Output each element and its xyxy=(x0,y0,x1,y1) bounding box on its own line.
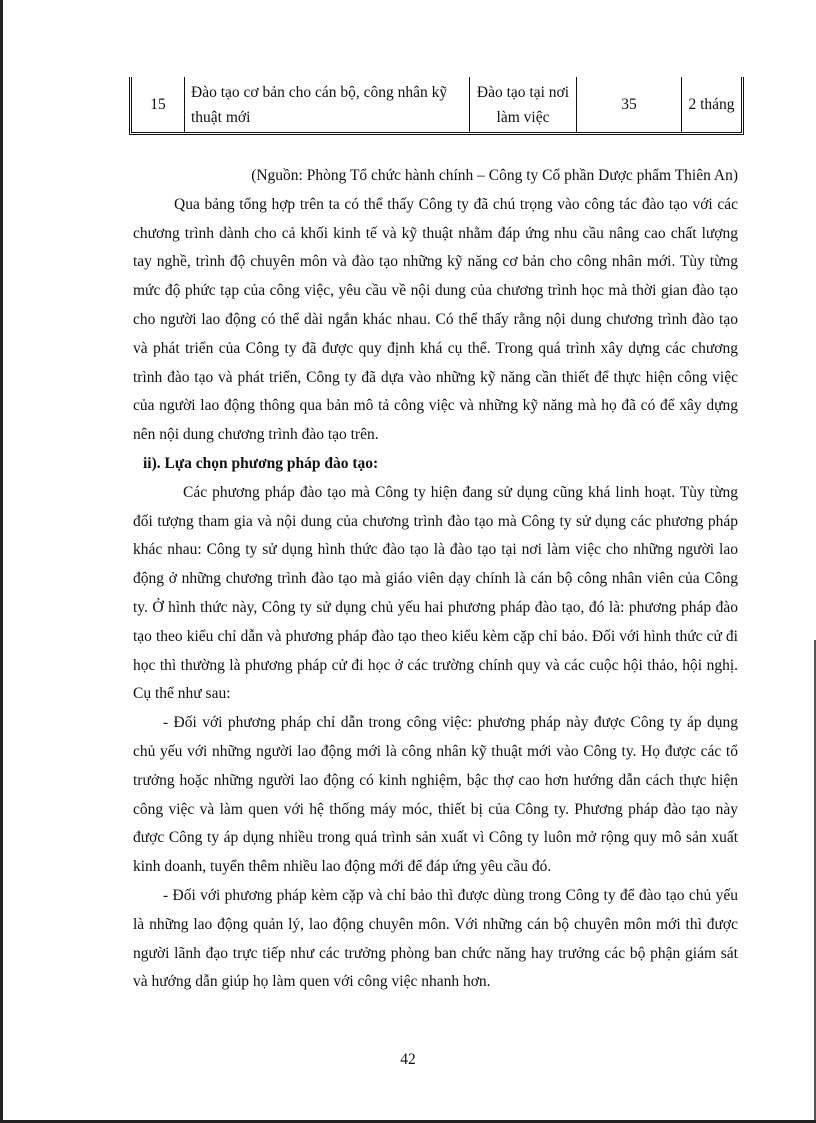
section-heading: ii). Lựa chọn phương pháp đào tạo: xyxy=(143,454,379,472)
paragraph-instruction-method: - Đối với phương pháp chỉ dẫn trong công việc: phương pháp này được Công ty áp dụng chủ yếu với những người lao động mới là công nhân kỹ thuật mới vào Công ty. Họ được các tổ trưởng hoặc những người lao động có kinh nghiệm, bậc thợ cao hơn hướng dẫn cách thực hiện công việc và làm quen với hệ thống máy móc, thiết bị của Công ty. Phương pháp đào tạo này được Công ty áp dụng nhiều trong quá trình sản xuất vì Công ty luôn mở rộng quy mô sản xuất kinh doanh, tuyển thêm nhiều lao động mới để đáp ứng yêu cầu đó. xyxy=(133,714,738,876)
page-number: 42 xyxy=(400,1051,416,1068)
paragraph-coaching-method: - Đối với phương pháp kèm cặp và chỉ bảo thì được dùng trong Công ty để đào tạo chủ yếu là những lao động quản lý, lao động chuyên môn. Với những cán bộ chuyên môn mới thì được người lãnh đạo trực tiếp như các trưởng phòng ban chức năng hay trưởng các bộ phận giám sát và hướng dẫn giúp họ làm quen với công việc nhanh hơn. xyxy=(133,886,738,991)
training-duration: 2 tháng xyxy=(682,77,742,132)
scan-edge-left xyxy=(0,0,3,1123)
training-table-grid xyxy=(132,77,741,132)
paragraph-methods: Các phương pháp đào tạo mà Công ty hiện đang sử dụng cũng khá linh hoạt. Tùy từng đối tượng tham gia và nội dung của chương trình đào tạo mà Công ty sử dụng các phương pháp khác nhau: Công ty sử dụng hình thức đào tạo là đào tạo tại nơi làm việc cho những người lao động ở những chương trình đào tạo mà giáo viên dạy chính là cán bộ công nhân viên của Công ty. Ở hình thức này, Công ty sử dụng chủ yếu hai phương pháp đào tạo, đó là: phương pháp đào tạo theo kiểu chỉ dẫn và phương pháp đào tạo theo kiểu kèm cặp chỉ bảo. Đối với hình thức cử đi học thì thường là phương pháp cử đi học ở các trường chính quy và các cuộc hội thảo, hội nghị. Cụ thể như sau: xyxy=(133,483,738,703)
paragraph-summary: Qua bảng tổng hợp trên ta có thể thấy Công ty đã chú trọng vào công tác đào tạo với các chương trình dành cho cả khối kinh tế và kỹ thuật nhằm đáp ứng nhu cầu nâng cao chất lượng tay nghề, trình độ chuyên môn và đào tạo những kỹ năng cơ bản cho công nhân mới. Tùy từng mức độ phức tạp của công việc, yêu cầu về nội dung của chương trình học mà thời gian đào tạo cho người lao động có thể dài ngắn khác nhau. Có thể thấy rằng nội dung chương trình đào tạo và phát triển của Công ty đã được quy định khá cụ thể. Trong quá trình xây dựng các chương trình đào tạo và phát triển, Công ty đã dựa vào những kỹ năng cần thiết để thực hiện công việc của người lao động thông qua bản mô tả công việc và những kỹ năng mà họ đã có để xây dựng nên nội dung chương trình đào tạo trên. xyxy=(133,195,738,444)
row-number: 15 xyxy=(132,77,185,132)
training-form: Đào tạo tại nơi làm việc xyxy=(470,77,577,132)
table-source-note: (Nguồn: Phòng Tổ chức hành chính – Công ty Cổ phần Dược phẩm Thiên An) xyxy=(251,167,738,184)
body-text xyxy=(133,162,738,997)
participant-count: 35 xyxy=(577,77,682,132)
program-name: Đào tạo cơ bản cho cán bộ, công nhân kỹ thuật mới xyxy=(185,77,470,132)
table-row xyxy=(132,77,741,132)
training-table xyxy=(129,77,744,135)
